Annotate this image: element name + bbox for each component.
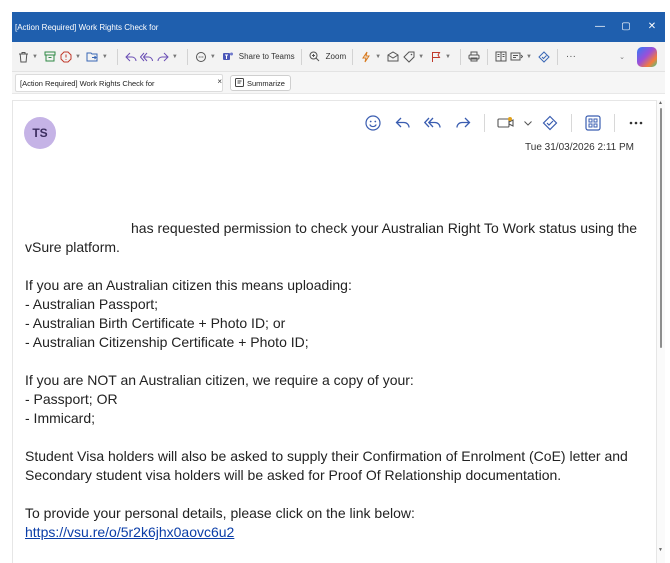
citizen-item: - Australian Citizenship Certificate + Photo ID; <box>25 334 309 350</box>
message-date: Tue 31/03/2026 2:11 PM <box>525 142 634 153</box>
intro-line-1: has requested permission to check your Australian Right To Work status using the <box>131 220 638 236</box>
read-unread-icon[interactable] <box>386 47 400 67</box>
rules-dropdown-icon[interactable]: ▼ <box>375 53 382 60</box>
message-toolbar <box>12 42 665 72</box>
scroll-up-icon[interactable]: ▲ <box>658 100 663 106</box>
emoji-reaction-icon[interactable] <box>358 111 388 135</box>
toolbar-divider <box>352 49 353 65</box>
actions-divider <box>614 114 615 132</box>
actions-divider <box>484 114 485 132</box>
minimize-button[interactable]: — <box>595 21 605 32</box>
zoom-label[interactable]: Zoom <box>325 52 347 61</box>
window-title: [Action Required] Work Rights Check for <box>15 22 159 32</box>
reply-icon[interactable] <box>388 111 418 135</box>
noncitizen-item: - Passport; OR <box>25 391 118 407</box>
window-controls <box>587 12 665 42</box>
move-icon[interactable] <box>86 47 100 67</box>
reply-all-icon[interactable] <box>140 47 154 67</box>
summarize-button[interactable] <box>230 75 291 91</box>
apps-icon[interactable] <box>510 47 524 67</box>
message-body <box>25 219 645 542</box>
forward-icon[interactable] <box>156 47 170 67</box>
meeting-dropdown-icon[interactable] <box>521 111 535 135</box>
summarize-label: Summarize <box>247 78 285 88</box>
chat-dropdown-icon[interactable]: ▼ <box>209 53 216 60</box>
rules-icon[interactable] <box>359 47 373 67</box>
report-dropdown-icon[interactable]: ▼ <box>74 53 81 60</box>
maximize-button[interactable]: ▢ <box>621 21 631 32</box>
vsure-link[interactable]: https://vsu.re/o/5r2k6jhx0aovc6u2 <box>25 524 235 540</box>
provide-details-line: To provide your personal details, please click on the link below: <box>25 505 415 521</box>
apps-dropdown-icon[interactable]: ▼ <box>525 53 532 60</box>
respond-dropdown-icon[interactable]: ▼ <box>171 53 178 60</box>
teams-chat-icon[interactable] <box>194 47 208 67</box>
message-actions <box>358 111 651 135</box>
more-options-icon[interactable]: ··· <box>565 51 576 62</box>
title-bar <box>12 12 665 42</box>
redacted-name <box>162 21 252 33</box>
immersive-reader-icon[interactable] <box>494 47 508 67</box>
print-icon[interactable] <box>467 47 481 67</box>
delete-dropdown-icon[interactable]: ▼ <box>32 53 38 60</box>
summarize-icon <box>235 78 244 89</box>
tab-label: [Action Required] Work Rights Check for <box>20 78 155 88</box>
move-dropdown-icon[interactable]: ▼ <box>101 53 108 60</box>
teams-icon[interactable] <box>221 47 235 67</box>
toolbar-divider <box>301 49 302 65</box>
tab-close-icon[interactable]: × <box>217 77 222 86</box>
reading-pane-scrollbar[interactable] <box>657 100 665 563</box>
noncitizen-item: - Immicard; <box>25 410 95 426</box>
archive-icon[interactable] <box>43 47 57 67</box>
apps-grid-icon[interactable] <box>578 111 608 135</box>
meeting-icon[interactable] <box>491 111 521 135</box>
citizen-item: - Australian Birth Certificate + Photo ID; or <box>25 315 286 331</box>
noncitizen-heading: If you are NOT an Australian citizen, we require a copy of your: <box>25 372 414 388</box>
actions-divider <box>571 114 572 132</box>
reading-pane <box>12 100 657 563</box>
addin-icon[interactable] <box>537 47 551 67</box>
categorize-dropdown-icon[interactable]: ▼ <box>418 53 425 60</box>
tab-strip <box>12 72 665 94</box>
toolbar-divider <box>557 49 558 65</box>
close-button[interactable]: ✕ <box>647 21 657 32</box>
student-line-2: Secondary student visa holders will be asked for Proof Of Relationship documentation. <box>25 467 562 483</box>
report-icon[interactable] <box>59 47 73 67</box>
flag-icon[interactable] <box>429 47 443 67</box>
flag-dropdown-icon[interactable]: ▼ <box>445 53 451 60</box>
citizen-heading: If you are an Australian citizen this means uploading: <box>25 277 352 293</box>
reply-icon[interactable] <box>124 47 138 67</box>
copilot-icon[interactable] <box>637 47 657 67</box>
toolbar-divider <box>117 49 118 65</box>
addin-action-icon[interactable] <box>535 111 565 135</box>
scrollbar-thumb[interactable] <box>660 108 662 348</box>
toolbar-divider <box>187 49 188 65</box>
avatar[interactable]: TS <box>24 117 56 149</box>
intro-line-2: vSure platform. <box>25 239 120 255</box>
toolbar-divider <box>487 49 488 65</box>
tab-message[interactable] <box>15 74 223 92</box>
reply-all-icon[interactable] <box>418 111 448 135</box>
student-line-1: Student Visa holders will also be asked to supply their Confirmation of Enrolment (CoE) letter and <box>25 448 628 464</box>
share-to-teams-label[interactable]: Share to Teams <box>238 52 295 61</box>
zoom-icon[interactable] <box>308 47 322 67</box>
delete-icon[interactable] <box>16 47 30 67</box>
scroll-down-icon[interactable]: ▼ <box>658 547 663 553</box>
citizen-item: - Australian Passport; <box>25 296 159 312</box>
categorize-icon[interactable] <box>402 47 416 67</box>
more-actions-icon[interactable] <box>621 111 651 135</box>
ribbon-expand-icon[interactable]: ⌄ <box>619 53 625 61</box>
forward-icon[interactable] <box>448 111 478 135</box>
toolbar-divider <box>460 49 461 65</box>
